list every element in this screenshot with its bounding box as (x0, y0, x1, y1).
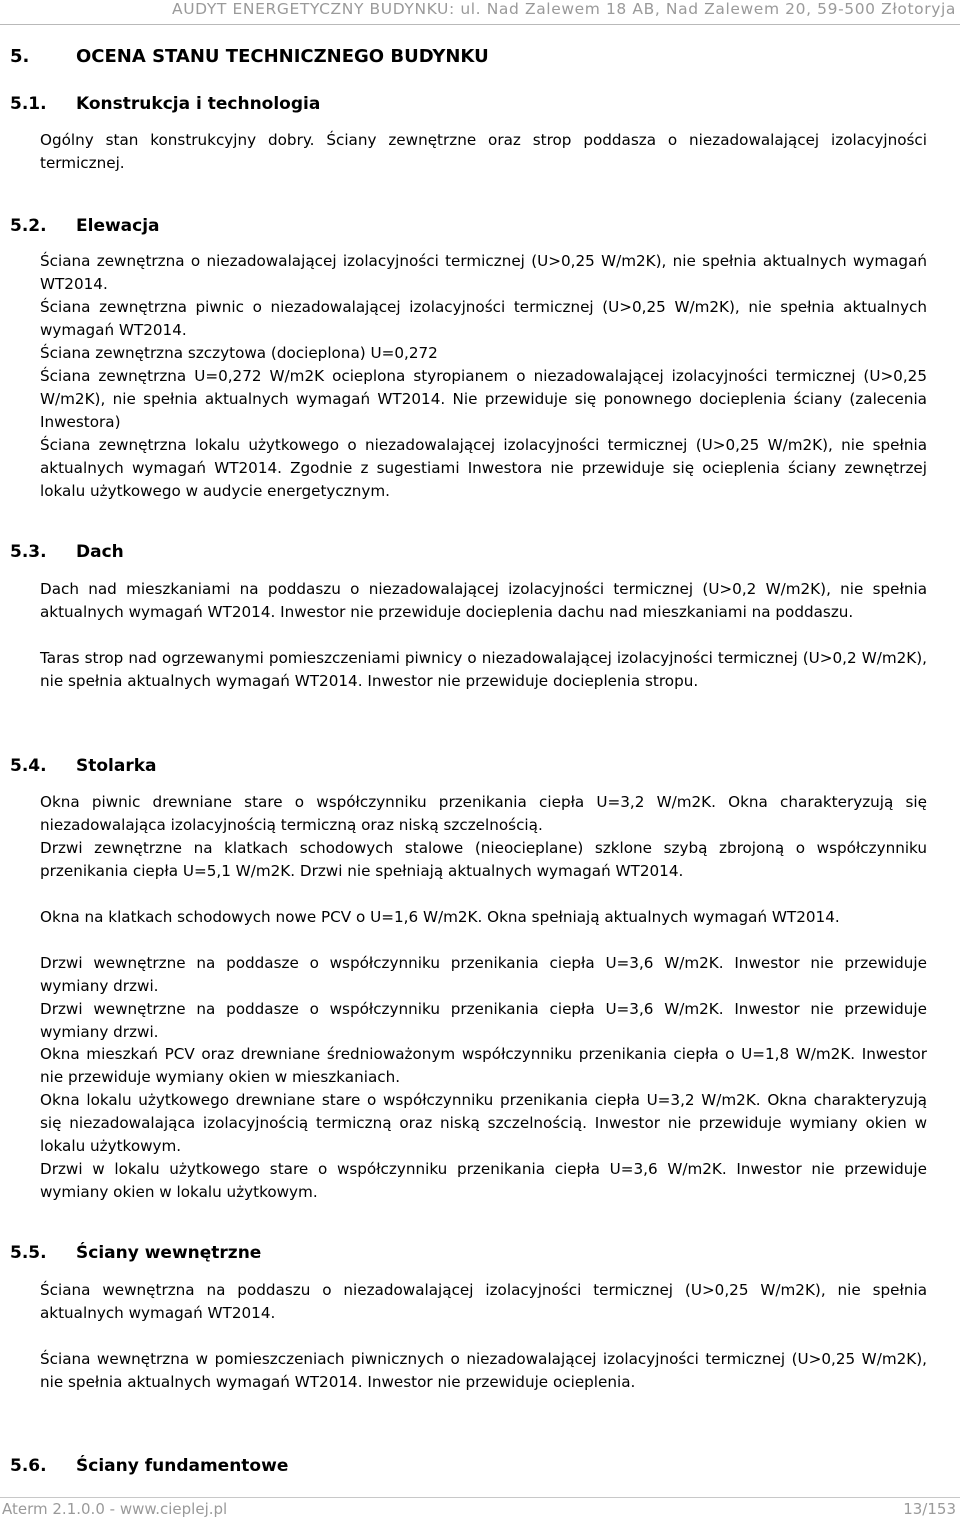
paragraph: Drzwi wewnętrzne na poddasze o współczynniku przenikania ciepła U=3,6 W/m2K. Inwestor nie przewiduje wymiany drzwi. (40, 1000, 927, 1041)
paragraph: Ogólny stan konstrukcyjny dobry. Ściany zewnętrzne oraz strop poddasza o niezadowalającej izolacyjności termicznej. (40, 131, 927, 172)
header-divider (0, 24, 960, 25)
subsection-title: Dach (76, 542, 124, 562)
paragraph: Okna lokalu użytkowego drewniane stare o współczynniku przenikania ciepła U=3,2 W/m2K. Okna charakteryzują się niezadowalająca izolacyjnością termiczną oraz niską szczelnością. Inwestor nie przewiduje wymiany okien w lokalu użytkowym. (40, 1091, 927, 1155)
paragraph: Ściana zewnętrzna lokalu użytkowego o niezadowalającej izolacyjności termicznej (U>0,25 W/m2K), nie spełnia aktualnych wymagań WT2014. Zgodnie z sugestiami Inwestora nie przewiduje się ocieplenia ściany zewnętrzej lokalu użytkowego w audycie energetycznym. (40, 436, 927, 500)
subsection-title: Ściany wewnętrzne (76, 1243, 262, 1263)
paragraph: Ściana zewnętrzna U=0,272 W/m2K ocieplona styropianem o niezadowalającej izolacyjności termicznej (U>0,25 W/m2K), nie spełnia aktualnych wymagań WT2014. Nie przewiduje się ponownego docieplenia ściany (zalecenia Inwestora) (40, 367, 927, 431)
paragraph: Drzwi w lokalu użytkowego stare o współczynniku przenikania ciepła U=3,6 W/m2K. Inwestor nie przewiduje wymiany okien w lokalu użytkowym. (40, 1160, 927, 1201)
subsection-title: Stolarka (76, 756, 157, 776)
page-header (0, 0, 960, 24)
section-heading (10, 46, 489, 67)
paragraph: Okna na klatkach schodowych nowe PCV o U=1,6 W/m2K. Okna spełniają aktualnych wymagań WT2014. (40, 908, 840, 926)
footer-divider (0, 1497, 960, 1498)
subsection-heading (10, 94, 320, 114)
subsection-title: Ściany fundamentowe (76, 1456, 289, 1476)
section-title: OCENA STANU TECHNICZNEGO BUDYNKU (76, 46, 489, 67)
header-text: AUDYT ENERGETYCZNY BUDYNKU: ul. Nad Zalewem 18 AB, Nad Zalewem 20, 59-500 Złotoryja (171, 0, 956, 18)
paragraph: Taras strop nad ogrzewanymi pomieszczeniami piwnicy o niezadowalającej izolacyjności termicznej (U>0,2 W/m2K), nie spełnia aktualnych wymagań WT2014. Inwestor nie przewiduje docieplenia stropu. (40, 649, 927, 690)
page-number: 13/153 (903, 1500, 956, 1518)
page-footer (0, 1499, 960, 1521)
subsection-heading (10, 216, 160, 236)
subsection-heading (10, 1243, 261, 1263)
paragraph: Ściana zewnętrzna szczytowa (docieplona) U=0,272 (40, 344, 438, 362)
subsection-heading (10, 1456, 288, 1476)
subsection-number: 5.3. (10, 542, 47, 562)
subsection-heading (10, 542, 124, 562)
paragraph: Ściana zewnętrzna piwnic o niezadowalającej izolacyjności termicznej (U>0,25 W/m2K), nie spełnia aktualnych wymagań WT2014. (40, 298, 927, 339)
subsection-number: 5.4. (10, 756, 47, 776)
paragraph: Ściana wewnętrzna w pomieszczeniach piwnicznych o niezadowalającej izolacyjności termicznej (U>0,25 W/m2K), nie spełnia aktualnych wymagań WT2014. Inwestor nie przewiduje ocieplenia. (40, 1350, 927, 1391)
paragraph: Drzwi wewnętrzne na poddasze o współczynniku przenikania ciepła U=3,6 W/m2K. Inwestor nie przewiduje wymiany drzwi. (40, 954, 927, 995)
paragraph: Dach nad mieszkaniami na poddaszu o niezadowalającej izolacyjności termicznej (U>0,2 W/m2K), nie spełnia aktualnych wymagań WT2014. Inwestor nie przewiduje docieplenia dachu nad mieszkaniami na poddaszu. (40, 580, 927, 621)
subsection-title: Elewacja (76, 216, 160, 236)
paragraph: Ściana wewnętrzna na poddaszu o niezadowalającej izolacyjności termicznej (U>0,25 W/m2K), nie spełnia aktualnych wymagań WT2014. (40, 1281, 927, 1322)
subsection-number: 5.1. (10, 94, 47, 114)
footer-software: Aterm 2.1.0.0 - www.cieplej.pl (2, 1500, 228, 1518)
paragraph: Ściana zewnętrzna o niezadowalającej izolacyjności termicznej (U>0,25 W/m2K), nie spełnia aktualnych wymagań WT2014. (40, 252, 927, 293)
subsection-title: Konstrukcja i technologia (76, 94, 321, 114)
paragraph: Drzwi zewnętrzne na klatkach schodowych stalowe (nieocieplane) szklone szybą zbrojoną o współczynniku przenikania ciepła U=5,1 W/m2K. Drzwi nie spełniają aktualnych wymagań WT2014. (40, 839, 927, 880)
paragraph: Okna piwnic drewniane stare o współczynniku przenikania ciepła U=3,2 W/m2K. Okna charakteryzują się niezadowalająca izolacyjnością termiczną oraz niską szczelnością. (40, 793, 927, 834)
section-number: 5. (10, 46, 30, 67)
subsection-heading (10, 756, 157, 776)
subsection-number: 5.5. (10, 1243, 47, 1263)
subsection-number: 5.6. (10, 1456, 47, 1476)
paragraph: Okna mieszkań PCV oraz drewniane średnioważonym współczynniku przenikania ciepła o U=1,8 W/m2K. Inwestor nie przewiduje wymiany okien w mieszkaniach. (40, 1045, 927, 1086)
subsection-number: 5.2. (10, 216, 47, 236)
